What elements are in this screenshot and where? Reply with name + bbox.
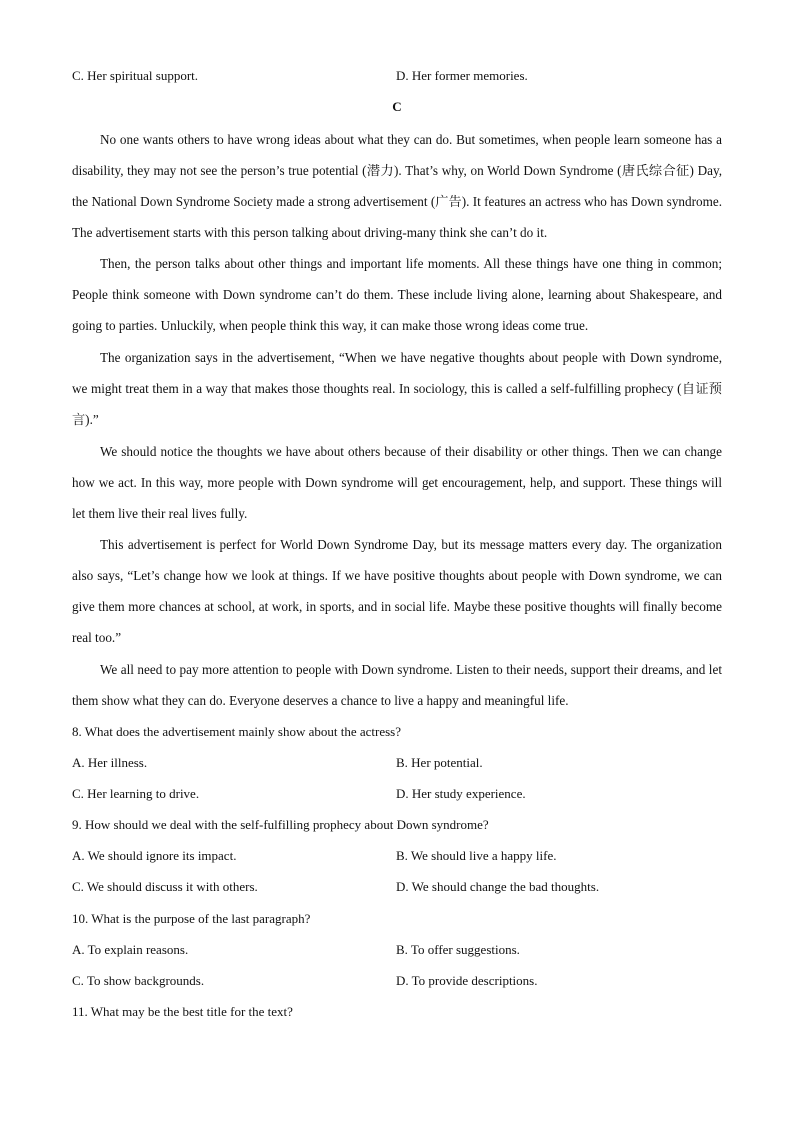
section-heading: C [392,99,402,114]
question-8-option-b: B. Her potential. [396,755,483,770]
paragraph-4: We should notice the thoughts we have about others because of their disability or other things. Then we can change how we act. In this way, more people with Down syndrome will get encouragement, help, and support. These things will let them live their real lives fully. [72,444,722,521]
option-c: C. Her spiritual support. [72,68,199,83]
question-8-stem: 8. What does the advertisement mainly show about the actress? [72,724,401,739]
prev-options-row [72,68,722,84]
question-10-stem: 10. What is the purpose of the last paragraph? [72,911,311,926]
option-d: D. Her former memories. [396,68,528,83]
question-10-option-d: D. To provide descriptions. [396,973,538,988]
question-9-option-c: C. We should discuss it with others. [72,879,258,894]
question-9-option-d: D. We should change the bad thoughts. [396,879,600,894]
question-10-option-b: B. To offer suggestions. [396,942,520,957]
question-10-options-row-1 [72,942,722,958]
paragraph-1: No one wants others to have wrong ideas about what they can do. But sometimes, when people learn someone has a disability, they may not see the person’s true potential (潜力). That’s why, on World Down Syndrome (唐氏综合征) Day, the National Down Syndrome Society made a strong advertisement (广告). It features an actress who has Down syndrome. The advertisement starts with this person talking about driving-many think she can’t do it. [72,132,722,240]
question-8-option-d: D. Her study experience. [396,786,526,801]
question-10-options-row-2 [72,973,722,989]
question-8-options-row-2 [72,786,722,802]
question-9-stem: 9. How should we deal with the self-fulfilling prophecy about Down syndrome? [72,817,489,832]
question-8-options-row-1 [72,755,722,771]
question-10-option-a: A. To explain reasons. [72,942,189,957]
question-8-option-c: C. Her learning to drive. [72,786,200,801]
question-11-stem: 11. What may be the best title for the text? [72,1004,293,1019]
question-9-option-b: B. We should live a happy life. [396,848,557,863]
question-9-options-row-1 [72,848,722,864]
question-8-option-a: A. Her illness. [72,755,148,770]
paragraph-6: We all need to pay more attention to people with Down syndrome. Listen to their needs, support their dreams, and let them show what they can do. Everyone deserves a chance to live a happy and meaningful life. [72,662,722,708]
paragraph-2: Then, the person talks about other things and important life moments. All these things have one thing in common; People think someone with Down syndrome can’t do them. These include living alone, learning about Shakespeare, and going to parties. Unluckily, when people think this way, it can make those wrong ideas come true. [72,256,722,333]
question-9-option-a: A. We should ignore its impact. [72,848,237,863]
paragraph-5: This advertisement is perfect for World Down Syndrome Day, but its message matters every day. The organization also says, “Let’s change how we look at things. If we have positive thoughts about people with Down syndrome, we can give them more chances at school, at work, in sports, and in social life. Maybe these positive thoughts will finally become real too.” [72,537,722,645]
question-9-options-row-2 [72,879,722,895]
paragraph-3: The organization says in the advertisement, “When we have negative thoughts about people with Down syndrome, we might treat them in a way that makes those thoughts real. In sociology, this is called a self-fulfilling prophecy (自证预言).” [72,350,722,427]
question-10-option-c: C. To show backgrounds. [72,973,205,988]
